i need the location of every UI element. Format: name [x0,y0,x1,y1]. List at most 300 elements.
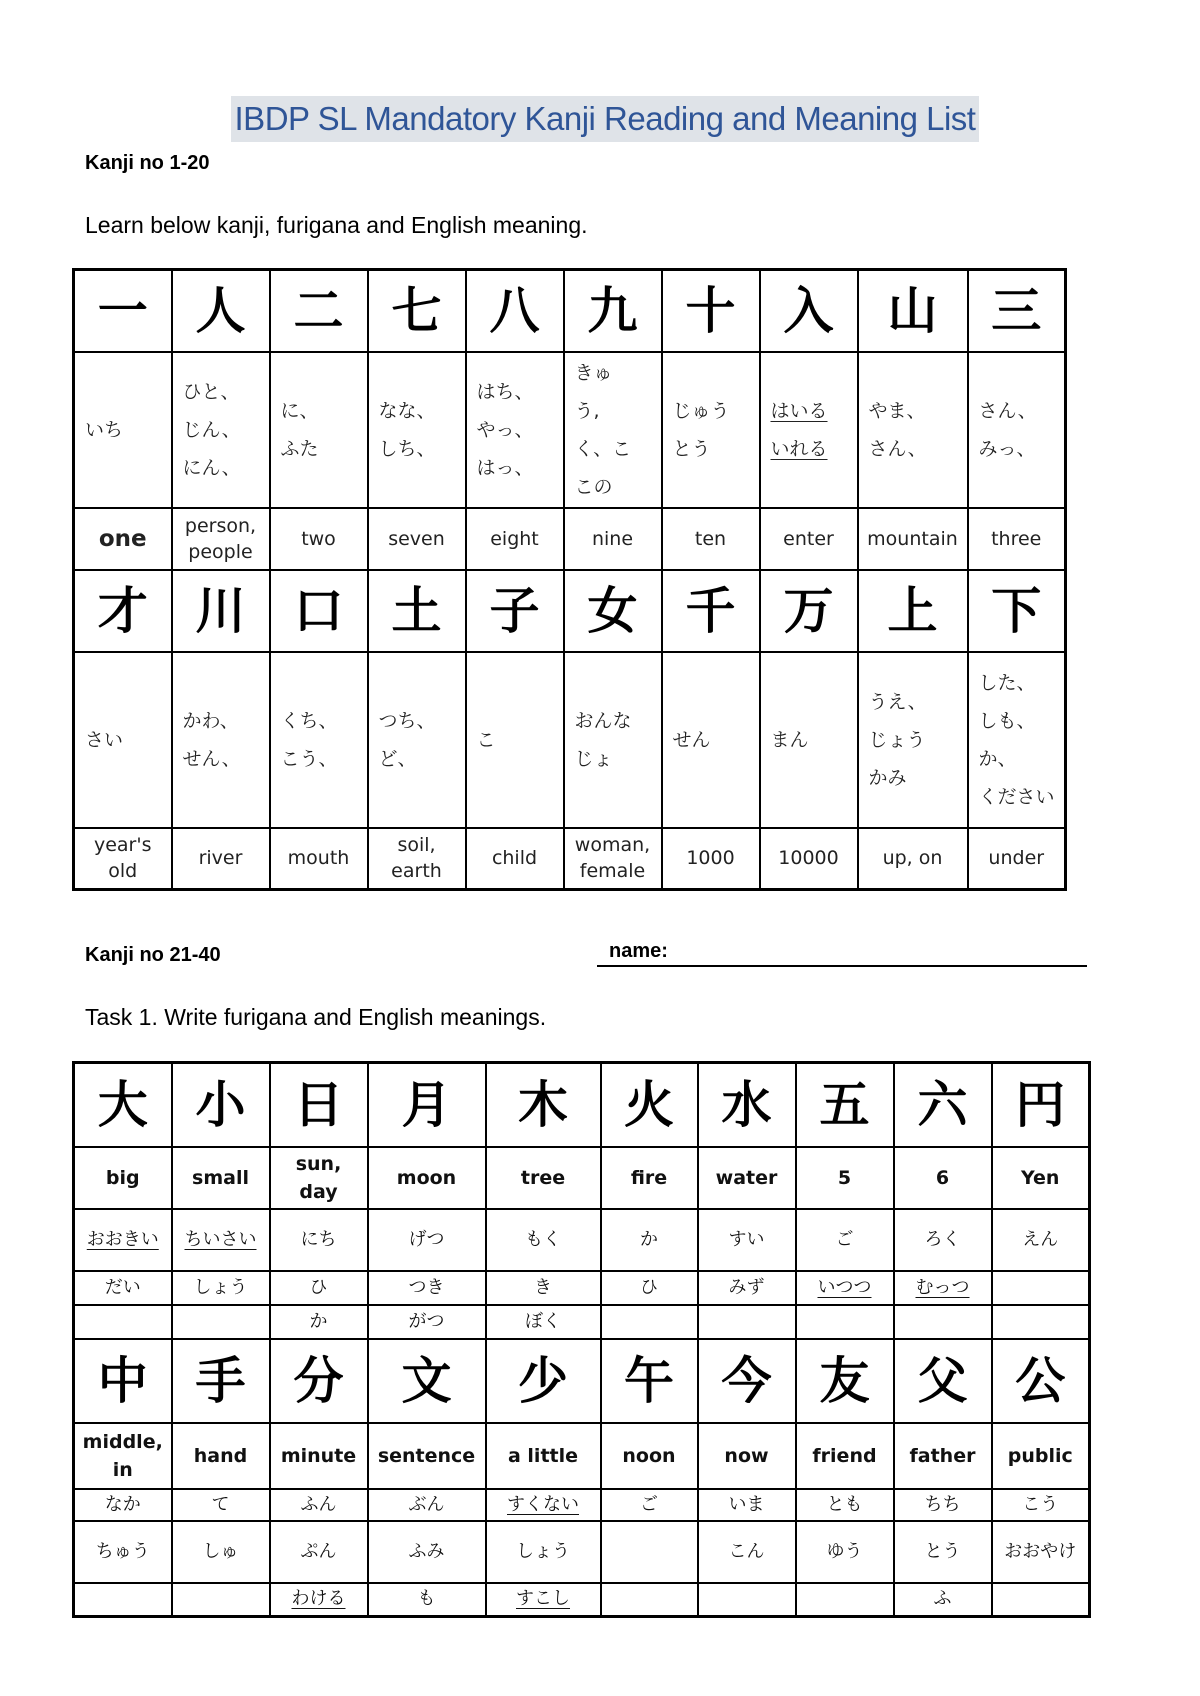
reading-text: ゆう [826,1540,863,1562]
reading-text: えん [1022,1228,1059,1250]
reading-cell [698,1271,796,1305]
text-line: one [98,525,147,552]
kanji-cell: 小 [172,1063,270,1147]
kanji-cell: 分 [270,1339,368,1423]
section1-label: Kanji no 1-20 [85,152,210,174]
reading-cell [601,1305,698,1339]
text-line: three [991,527,1042,550]
text-line: up, on [882,847,943,870]
text-line: sun, [295,1152,342,1175]
text-line: moon [396,1166,457,1189]
meaning-cell [172,508,270,570]
reading-text: だい [104,1276,141,1298]
text-line: Yen [1021,1166,1060,1189]
reading-cell [698,1209,796,1271]
reading-cell [368,652,466,828]
reading-text: げつ [408,1228,445,1250]
text-line: かみ [868,766,907,789]
text-line: female [579,860,646,883]
kanji-cell: 今 [698,1339,796,1423]
meaning-cell [858,828,968,890]
name-label: name: [609,940,668,962]
reading-cell [992,1271,1090,1305]
reading-text: しょう [516,1540,570,1562]
text-line: とう [672,437,711,460]
meaning-cell [74,1147,172,1209]
reading-cell [858,352,968,508]
text-line: こ [476,728,496,751]
meaning-cell [796,1423,894,1489]
kanji-row [74,270,1066,352]
meaning-row [74,508,1066,570]
reading-cell [601,1271,698,1305]
kanji-row [74,1339,1090,1423]
kanji-cell: 人 [172,270,270,352]
text-line: せん、 [182,747,241,770]
reading-text: こん [728,1540,765,1562]
meaning-cell [486,1147,601,1209]
text-line: はいる [770,399,828,422]
kanji-cell: 友 [796,1339,894,1423]
meaning-cell [172,1423,270,1489]
reading-text: か [309,1310,328,1332]
text-line: いれる [770,437,828,460]
reading-cell [564,352,662,508]
meaning-row [74,828,1066,890]
text-line: せん [672,728,711,751]
text-line: water [715,1166,778,1189]
text-line: やま、 [868,399,926,422]
meaning-cell [368,508,466,570]
text-line: sentence [377,1444,476,1467]
reading-cell [760,652,858,828]
text-line: さい [85,728,124,751]
meaning-cell [74,828,172,890]
reading-text: いま [728,1493,765,1515]
meaning-cell [368,1423,486,1489]
kanji-table-21-40 [72,1061,1091,1618]
text-line: しも、 [978,709,1036,732]
meaning-cell [466,828,564,890]
kanji-cell: 文 [368,1339,486,1423]
text-line: う, [574,399,600,422]
reading-text: おおきい [86,1228,159,1250]
reading-text: ふん [300,1493,337,1515]
text-line: みっ、 [978,437,1036,460]
text-line: ど、 [378,747,417,770]
meaning-cell [601,1423,698,1489]
reading-cell [601,1489,698,1521]
reading-text: て [211,1493,230,1515]
reading-cell [486,1271,601,1305]
meaning-cell [760,828,858,890]
kanji-cell: 土 [368,570,466,652]
text-line: friend [812,1444,877,1467]
meaning-cell [796,1147,894,1209]
reading-text: ぶん [408,1493,445,1515]
kanji-cell: 一 [74,270,172,352]
reading-text: わける [291,1588,346,1610]
reading-text: も [417,1588,436,1610]
meaning-cell [968,828,1066,890]
reading-cell [698,1521,796,1583]
reading-cell [74,1271,172,1305]
meaning-cell [662,828,760,890]
reading-cell [601,1209,698,1271]
text-line: つち、 [378,709,436,732]
kanji-cell: 八 [466,270,564,352]
reading-text: とも [826,1493,863,1515]
reading-cell [796,1521,894,1583]
text-line: ください [978,785,1055,808]
section1-instruction: Learn below kanji, furigana and English meaning. [85,212,588,238]
kanji-cell: 万 [760,570,858,652]
kanji-cell: 日 [270,1063,368,1147]
reading-text: むっつ [915,1276,970,1298]
text-line: きゅ [574,361,613,384]
text-line: noon [622,1444,676,1467]
kanji-cell: 上 [858,570,968,652]
text-line: mouth [287,847,350,870]
text-line: まん [770,728,809,751]
reading-row [74,1489,1090,1521]
text-line: tree [520,1166,566,1189]
reading-cell [992,1209,1090,1271]
reading-cell [270,1305,368,1339]
kanji-cell: 公 [992,1339,1090,1423]
reading-cell [270,1489,368,1521]
kanji-cell: 子 [466,570,564,652]
reading-cell [796,1489,894,1521]
kanji-cell: 木 [486,1063,601,1147]
reading-cell [486,1209,601,1271]
reading-text: しょう [193,1276,248,1298]
meaning-cell [270,1147,368,1209]
kanji-cell: 手 [172,1339,270,1423]
reading-cell [698,1305,796,1339]
kanji-cell: 才 [74,570,172,652]
text-line: old [108,860,138,883]
reading-text: とう [924,1540,961,1562]
text-line: minute [280,1444,357,1467]
text-line: seven [388,527,445,550]
reading-text: ふ [933,1588,952,1610]
text-line: two [301,527,336,550]
text-line: さん、 [868,437,927,460]
meaning-row [74,1147,1090,1209]
reading-cell [368,1209,486,1271]
meaning-cell [270,1423,368,1489]
section2-label: Kanji no 21-40 [85,944,221,966]
text-line: woman, [574,834,651,857]
text-line: small [192,1166,249,1189]
meaning-cell [662,508,760,570]
text-line: かわ、 [182,709,239,732]
text-line: に、 [280,399,319,422]
text-line: 5 [837,1166,852,1189]
reading-cell [74,1209,172,1271]
reading-text: ちゅう [95,1540,150,1562]
reading-cell [992,1305,1090,1339]
reading-text: ふみ [408,1540,445,1562]
reading-row [74,1521,1090,1583]
reading-cell [894,1489,992,1521]
kanji-cell: 午 [601,1339,698,1423]
reading-cell [172,1583,270,1617]
kanji-cell: 父 [894,1339,992,1423]
kanji-cell: 千 [662,570,760,652]
text-line: にん、 [182,456,241,479]
meaning-cell [270,828,368,890]
reading-text: すこし [516,1588,570,1610]
text-line: した、 [978,671,1036,694]
reading-cell [172,1209,270,1271]
text-line: public [1007,1444,1073,1467]
reading-cell [172,1521,270,1583]
text-line: under [988,847,1045,870]
meaning-cell [858,508,968,570]
kanji-cell: 月 [368,1063,486,1147]
text-line: くち、 [280,709,338,732]
reading-cell [992,1521,1090,1583]
reading-cell [992,1489,1090,1521]
kanji-table-1-20 [72,268,1067,891]
reading-cell [172,1305,270,1339]
text-line: さん、 [978,399,1037,422]
text-line: soil, [397,834,436,857]
text-line: この [574,475,613,498]
reading-row [74,352,1066,508]
reading-text: がつ [408,1310,445,1332]
reading-cell [894,1583,992,1617]
text-line: はっ、 [476,456,534,479]
reading-cell [74,1489,172,1521]
text-line: うえ、 [868,690,927,713]
reading-cell [601,1583,698,1617]
reading-text: ぷん [300,1540,337,1562]
text-line: river [198,847,243,870]
reading-cell [368,1489,486,1521]
text-line: nine [591,527,634,550]
meaning-cell [74,508,172,570]
text-line: child [491,847,538,870]
reading-cell [796,1305,894,1339]
text-line: day [299,1180,338,1203]
text-line: か、 [978,747,1017,770]
text-line: father [909,1444,976,1467]
text-line: なな、 [378,399,436,422]
reading-text: みず [728,1276,765,1298]
text-line: earth [391,860,442,883]
reading-text: か [640,1228,658,1250]
reading-row [74,1271,1090,1305]
meaning-cell [270,508,368,570]
text-line: はち、 [476,380,534,403]
kanji-cell: 中 [74,1339,172,1423]
kanji-cell: 川 [172,570,270,652]
kanji-cell: 山 [858,270,968,352]
reading-text: おおやけ [1004,1540,1077,1562]
reading-cell [466,652,564,828]
text-line: じょう [868,728,926,751]
reading-cell [968,652,1066,828]
text-line: 10000 [778,847,839,870]
reading-cell [894,1305,992,1339]
kanji-cell: 七 [368,270,466,352]
kanji-cell: 二 [270,270,368,352]
text-line: enter [783,527,834,550]
reading-text: すくない [507,1493,579,1515]
reading-text: ちいさい [184,1228,257,1250]
reading-cell [486,1305,601,1339]
reading-cell [270,1271,368,1305]
kanji-cell: 三 [968,270,1066,352]
meaning-cell [968,508,1066,570]
reading-cell [698,1583,796,1617]
reading-row [74,1305,1090,1339]
reading-cell [368,1305,486,1339]
text-line: 1000 [686,847,735,870]
reading-text: こう [1022,1493,1059,1515]
reading-cell [368,1271,486,1305]
reading-row [74,1209,1090,1271]
reading-cell [172,1271,270,1305]
text-line: じょ [574,747,613,770]
meaning-cell [698,1423,796,1489]
kanji-cell: 九 [564,270,662,352]
text-line: hand [193,1444,248,1467]
meaning-row [74,1423,1090,1489]
section2-instruction: Task 1. Write furigana and English meanings. [85,1004,547,1030]
reading-text: なか [104,1493,141,1515]
reading-text: ご [835,1228,854,1250]
reading-cell [270,1209,368,1271]
reading-cell [796,1209,894,1271]
text-line: middle, [82,1430,163,1453]
kanji-cell: 大 [74,1063,172,1147]
meaning-cell [992,1423,1090,1489]
reading-text: ひ [640,1276,658,1298]
text-line: こう、 [280,747,338,770]
reading-cell [368,352,466,508]
text-line: じん、 [182,418,241,441]
text-line: 6 [935,1166,950,1189]
reading-text: き [534,1276,552,1298]
meaning-cell [368,1147,486,1209]
reading-cell [698,1489,796,1521]
reading-cell [368,1521,486,1583]
reading-cell [172,652,270,828]
reading-cell [894,1271,992,1305]
reading-cell [601,1521,698,1583]
reading-cell [894,1521,992,1583]
reading-cell [368,1583,486,1617]
reading-cell [270,1521,368,1583]
text-line: ten [694,527,727,550]
name-field[interactable] [597,939,1087,967]
reading-cell [894,1209,992,1271]
meaning-cell [760,508,858,570]
reading-text: しゅ [202,1540,239,1562]
meaning-cell [894,1147,992,1209]
reading-cell [172,352,270,508]
text-line: やっ、 [476,418,534,441]
text-line: ひと、 [182,380,240,403]
kanji-row [74,570,1066,652]
text-line: person, [184,514,257,537]
reading-row [74,652,1066,828]
reading-cell [74,652,172,828]
kanji-cell: 女 [564,570,662,652]
reading-cell [796,1583,894,1617]
meaning-cell [564,508,662,570]
meaning-cell [601,1147,698,1209]
kanji-cell: 十 [662,270,760,352]
meaning-cell [564,828,662,890]
kanji-cell: 五 [796,1063,894,1147]
reading-text: もく [525,1228,561,1250]
meaning-cell [992,1147,1090,1209]
reading-cell [796,1271,894,1305]
text-line: ふた [280,437,319,460]
text-line: じゅう [672,399,730,422]
text-line: mountain [867,527,958,550]
reading-text: ろく [924,1228,961,1250]
reading-cell [74,1583,172,1617]
kanji-cell: 下 [968,570,1066,652]
reading-cell [662,352,760,508]
text-line: おんな [574,709,632,732]
reading-cell [564,652,662,828]
kanji-cell: 円 [992,1063,1090,1147]
text-line: eight [490,527,539,550]
reading-cell [992,1583,1090,1617]
kanji-cell: 火 [601,1063,698,1147]
reading-cell [74,1305,172,1339]
kanji-cell: 水 [698,1063,796,1147]
reading-cell [486,1489,601,1521]
reading-text: ぼく [525,1310,561,1332]
meaning-cell [486,1423,601,1489]
page-title: IBDP SL Mandatory Kanji Reading and Meaning List [231,96,979,142]
reading-cell [662,652,760,828]
kanji-cell: 入 [760,270,858,352]
reading-cell [74,352,172,508]
reading-cell [760,352,858,508]
kanji-cell: 少 [486,1339,601,1423]
reading-text: すい [728,1228,765,1250]
meaning-cell [368,828,466,890]
text-line: a little [507,1444,579,1467]
text-line: いち [85,418,124,441]
reading-text: にち [300,1228,337,1250]
reading-cell [486,1521,601,1583]
reading-cell [858,652,968,828]
text-line: く、こ [574,437,632,460]
kanji-row [74,1063,1090,1147]
kanji-cell: 六 [894,1063,992,1147]
reading-text: つき [408,1276,445,1298]
text-line: now [724,1444,769,1467]
meaning-cell [172,828,270,890]
text-line: people [188,540,253,563]
meaning-cell [698,1147,796,1209]
reading-cell [486,1583,601,1617]
reading-cell [172,1489,270,1521]
reading-text: ひ [309,1276,328,1298]
meaning-cell [172,1147,270,1209]
reading-row [74,1583,1090,1617]
